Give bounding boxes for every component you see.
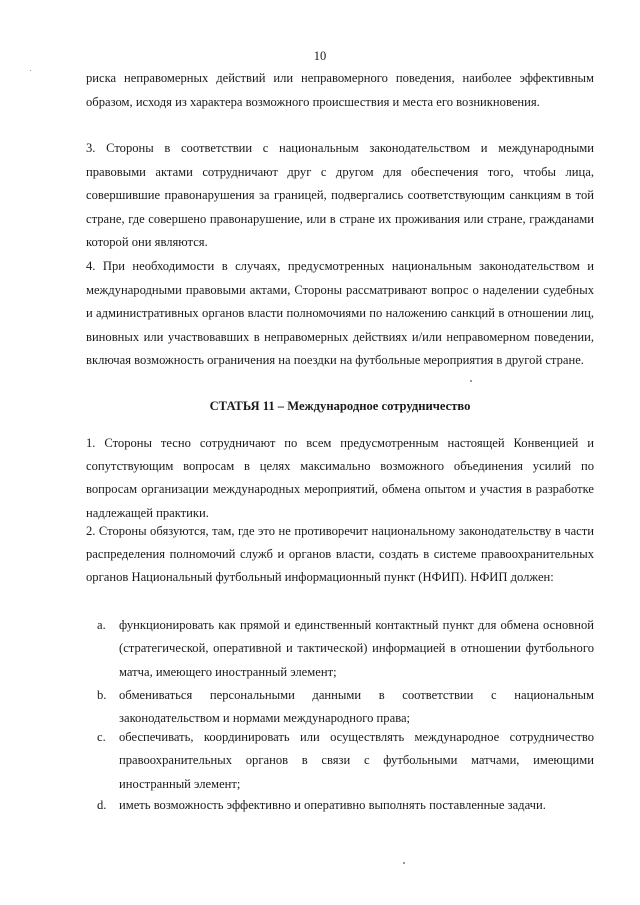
paragraph-3: 3. Стороны в соответствии с национальным законодательством и международными правовыми актами сотрудничают друг с другом для обеспечения того, чтобы лица, совершившие правонарушения за границей, подвергались соответствующим санкциям в той стране, где совершено правонарушение, или в стране их проживания или стране, гражданами которой они являются. <box>86 141 594 250</box>
list-marker: c. <box>97 730 106 744</box>
article-paragraph-1: 1. Стороны тесно сотрудничают по всем предусмотренным настоящей Конвенцией и сопутствующим вопросам в целях максимально возможного объединения усилий по вопросам организации международных мероприятий, обмена опытом и участия в разработке надлежащей практики. <box>86 436 594 520</box>
scan-speck <box>403 862 405 864</box>
list-item-b <box>97 684 594 731</box>
list-text: иметь возможность эффективно и оперативно выполнять поставленные задачи. <box>119 798 546 812</box>
list-text: обеспечивать, координировать или осуществлять международное сотрудничество правоохранительных органов в связи с футбольными матчами, имеющими иностранный элемент; <box>119 730 594 791</box>
list-text: функционировать как прямой и единственный контактный пункт для обмена основной (стратегической, оперативной и тактической) информацией в отношении футбольного матча, имеющего иностранный элемент; <box>119 618 594 679</box>
paragraph-4: 4. При необходимости в случаях, предусмотренных национальным законодательством и международными правовыми актами, Стороны рассматривают вопрос о наделении судебных и административных органов власти полномочиями по наложению санкций в отношении лиц, виновных или участвовавших в неправомерных действиях и/или неправомерном поведении, включая возможность ограничения на поездки на футбольные мероприятия в другой стране. <box>86 259 594 368</box>
list-item-d <box>97 794 594 817</box>
article-heading: СТАТЬЯ 11 – Международное сотрудничество <box>209 399 471 413</box>
list-text: обмениваться персональными данными в соответствии с национальным законодательством и нормами международного права; <box>119 688 594 726</box>
list-item-c <box>97 726 594 796</box>
list-marker: b. <box>97 688 107 702</box>
list-marker: a. <box>97 618 106 632</box>
continuation-paragraph: риска неправомерных действий или неправомерного поведения, наиболее эффективным образом, исходя из характера возможного происшествия и места его возникновения. <box>86 71 594 109</box>
scan-speck <box>470 380 472 382</box>
article-paragraph-2: 2. Стороны обязуются, там, где это не противоречит национальному законодательству в части распределения полномочий служб и органов власти, создать в системе правоохранительных органов Национальный футбольный информационный пункт (НФИП). НФИП должен: <box>86 524 594 585</box>
list-item-a <box>97 614 594 684</box>
page-number: 10 <box>313 49 327 63</box>
scan-speck <box>30 70 31 71</box>
list-marker: d. <box>97 798 107 812</box>
